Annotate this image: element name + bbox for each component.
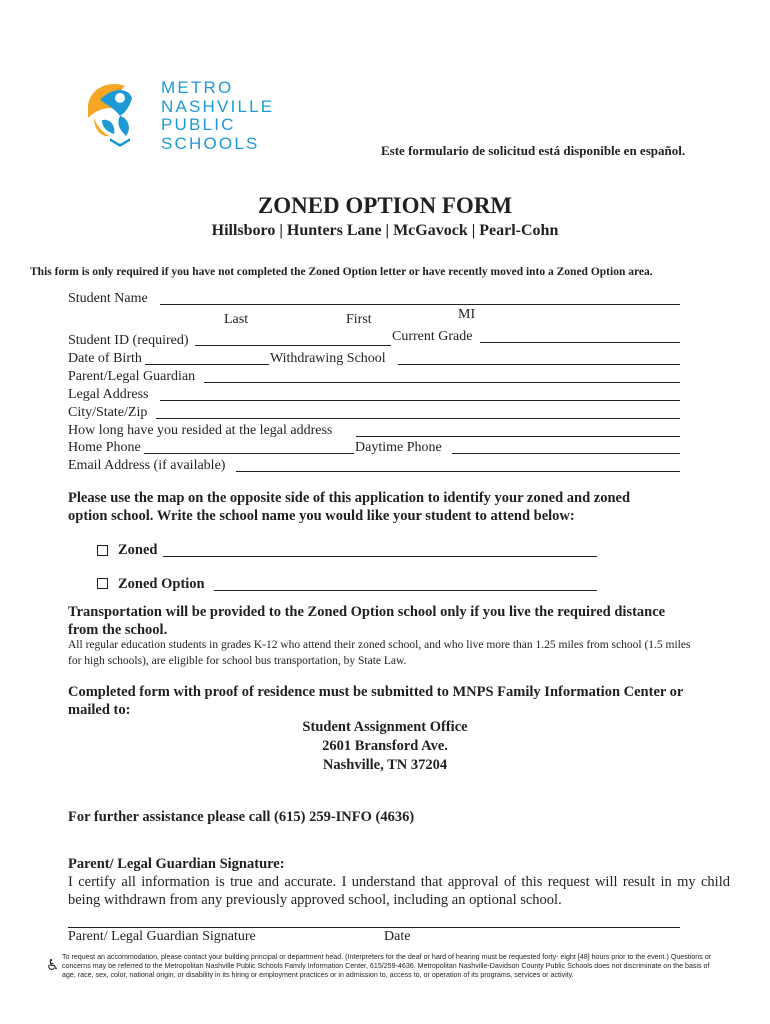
first-sublabel: First — [346, 312, 372, 327]
student-name-label: Student Name — [68, 291, 148, 306]
mi-sublabel: MI — [458, 307, 476, 322]
legal-address-label: Legal Address — [68, 387, 149, 402]
zoned-option-label: Zoned Option — [118, 576, 205, 592]
daytime-phone-label: Daytime Phone — [355, 440, 442, 455]
signature-line[interactable] — [68, 927, 680, 928]
zoned-option-school-field[interactable] — [214, 590, 597, 591]
spanish-availability-note: Este formulario de solicitud está disponible en español. — [381, 143, 686, 158]
signature-heading: Parent/ Legal Guardian Signature: — [68, 856, 285, 872]
form-title: ZONED OPTION FORM — [257, 193, 513, 218]
transportation-detail: All regular education students in grades K-12 who attend their zoned school, and who live more than 1.25 miles from school (1.5 miles for high schools), are eligible for school bus transportation, by State Law. — [68, 639, 691, 667]
mailing-address — [0, 718, 770, 775]
email-field[interactable] — [236, 471, 680, 472]
home-phone-field[interactable] — [144, 453, 354, 454]
address-line: 2601 Bransford Ave. — [322, 738, 448, 754]
legal-address-field[interactable] — [160, 400, 680, 401]
logo-wordmark: METRO NASHVILLE PUBLIC SCHOOLS — [161, 78, 275, 153]
address-line: Student Assignment Office — [302, 719, 468, 735]
guardian-field[interactable] — [204, 382, 680, 383]
current-grade-field[interactable] — [480, 342, 680, 343]
zoned-option-checkbox[interactable] — [97, 578, 108, 589]
zoned-label: Zoned — [118, 542, 158, 558]
required-note: This form is only required if you have not completed the Zoned Option letter or have recently moved into a Zoned Option area. — [30, 266, 653, 278]
last-sublabel: Last — [224, 312, 249, 327]
address-line: Nashville, TN 37204 — [322, 757, 448, 773]
city-state-zip-label: City/State/Zip — [68, 405, 148, 420]
signature-label: Parent/ Legal Guardian Signature — [68, 929, 256, 944]
student-name-field[interactable] — [160, 304, 680, 305]
date-of-birth-label: Date of Birth — [68, 351, 142, 366]
accommodation-footer: To request an accommodation, please contact your building principal or department head. (Interpreters for the deaf or hard of hearing must be requested forty- eight [48] hours prior to the event.) Questions or concerns may be referred to the Metropolitan Nashville Public Schools Family Information Center, 615/259-4636. Metropolitan Nashville-Davidson County Public Schools does not discriminate on the basis of age, race, sex, color, national origin, or disability in its hiring or employment practices or in admission to, access to, or operation of its programs, services or activity. — [62, 953, 712, 979]
assistance-phone: For further assistance please call (615) 259-INFO (4636) — [68, 809, 415, 825]
daytime-phone-field[interactable] — [452, 453, 680, 454]
home-phone-label: Home Phone — [68, 440, 141, 455]
accessibility-icon: ♿ — [46, 956, 60, 974]
withdrawing-school-label: Withdrawing School — [270, 351, 386, 366]
zoned-school-field[interactable] — [163, 556, 597, 557]
email-label: Email Address (if available) — [68, 458, 226, 473]
student-id-field[interactable] — [195, 345, 391, 346]
schools-subtitle: Hillsboro | Hunters Lane | McGavock | Pearl-Cohn — [211, 222, 559, 239]
student-id-label: Student ID (required) — [68, 333, 189, 348]
current-grade-label: Current Grade — [392, 329, 473, 344]
city-state-zip-field[interactable] — [156, 418, 680, 419]
map-instructions: Please use the map on the opposite side of this application to identify your zoned and zoned option school. Write the school name you would like your student to attend below: — [68, 490, 631, 524]
date-of-birth-field[interactable] — [145, 364, 269, 365]
residence-duration-label: How long have you resided at the legal address — [68, 423, 333, 438]
zoned-checkbox[interactable] — [97, 545, 108, 556]
transportation-heading: Transportation will be provided to the Zoned Option school only if you live the required distance from the school. — [68, 604, 666, 638]
withdrawing-school-field[interactable] — [398, 364, 680, 365]
submission-heading: Completed form with proof of residence must be submitted to MNPS Family Information Center or mailed to: — [68, 684, 684, 718]
guardian-label: Parent/Legal Guardian — [68, 369, 196, 384]
residence-duration-field[interactable] — [356, 436, 680, 437]
certification-statement: I certify all information is true and accurate. I understand that approval of this request will result in my child being withdrawn from any previously approved school, including an optional school. — [68, 874, 730, 908]
date-label: Date — [384, 929, 411, 944]
logo-emblem-icon — [80, 78, 160, 158]
